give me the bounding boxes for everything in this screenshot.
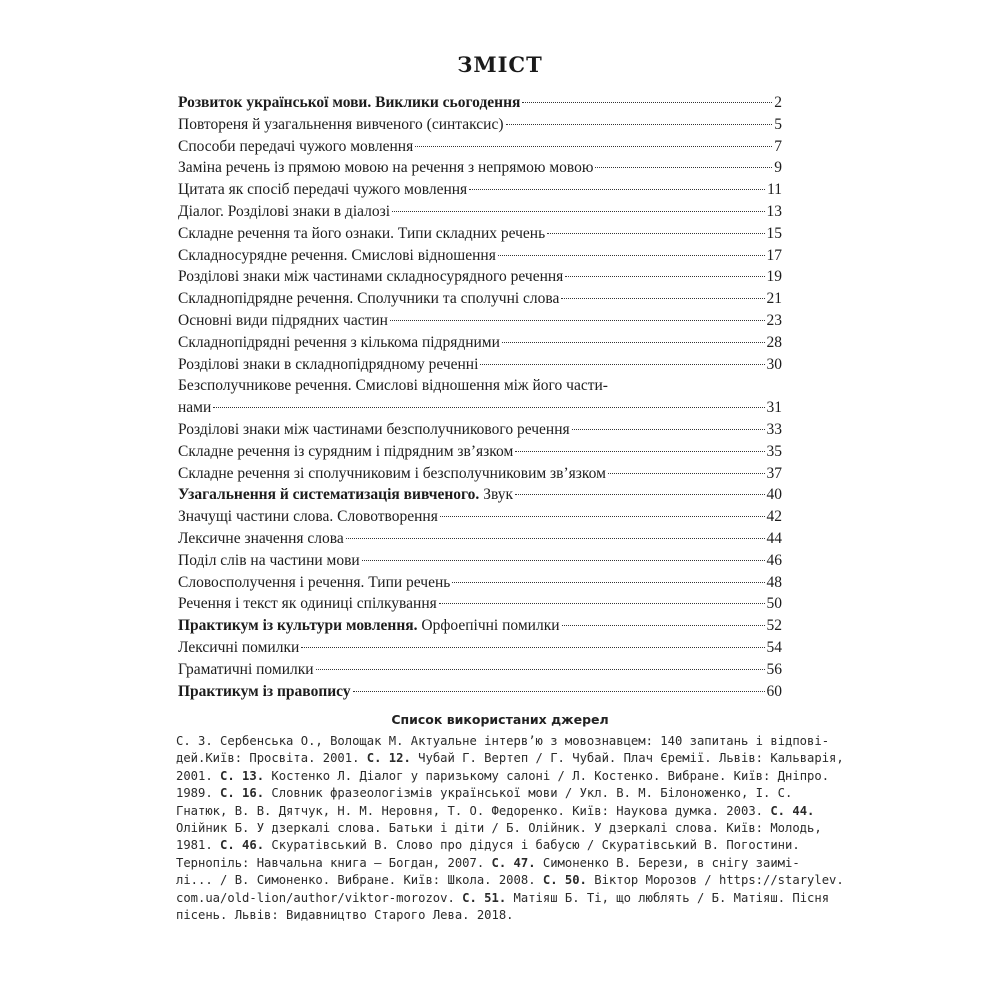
source-text: Скуратівський В. Слово про дідуся і бабусю / Скуратівський В. Погостини. [264,838,800,853]
page-title: ЗМІСТ [457,52,543,77]
source-text: Симоненко В. Берези, в снігу заимі- [535,855,800,870]
toc-entry-title [178,572,450,594]
toc-entry [178,179,782,201]
toc-page-number: 42 [766,508,782,526]
toc-leader-dots [301,646,764,648]
toc-page-number: 11 [767,181,782,199]
source-text: лі... / В. Симоненко. Вибране. Київ: Школа. 2008. [176,873,543,888]
toc-entry [178,528,782,550]
toc-entry-title [178,506,438,528]
toc-entry-title [178,528,344,550]
toc-entry-text: нами [178,399,212,417]
toc-entry [178,593,782,615]
source-text: Чубай Г. Вертеп / Г. Чубай. Плач Єремії. Львів: Кальварія, [410,751,844,766]
toc-entry-title [178,179,467,201]
toc-leader-dots [562,624,765,626]
source-page-ref: С. 50. [542,873,587,888]
toc-leader-dots [515,493,764,495]
toc-leader-dots [213,406,764,408]
sources-line [176,837,800,854]
toc-entry-title [178,223,545,245]
toc-entry-text: Словосполучення і речення. Типи речень [178,573,451,591]
toc-entry [178,441,782,463]
toc-leader-dots [316,668,765,670]
source-page-ref: С. 51. [462,890,507,905]
source-text: 1981. [176,838,221,853]
toc-entry [178,288,782,310]
toc-entry-title [178,484,513,506]
source-text: 2001. [176,768,221,783]
toc-entry-title [178,201,390,223]
toc-entry-text: Поділ слів на частини мови [178,551,360,569]
toc-page-number: 54 [766,638,782,656]
toc-entry-text: Звук [479,486,514,504]
sources-line [176,890,830,907]
toc-leader-dots [346,537,765,539]
sources-line [176,855,800,872]
toc-entry [178,484,782,506]
toc-entry [178,375,782,397]
toc-entry [178,506,782,528]
toc-entry-text: Цитата як спосіб передачі чужого мовлення [178,181,468,199]
source-text: Матіяш Б. Ті, що люблять / Б. Матіяш. Пісня [506,890,830,905]
toc-page-number: 30 [766,355,782,373]
toc-leader-dots [390,319,765,321]
toc-leader-dots [440,515,765,517]
toc-page-number: 33 [766,420,782,438]
toc-leader-dots [469,188,765,190]
source-text: Олійник Б. У дзеркалі слова. Батьки і діти / Б. Олійник. У дзеркалі слова. Київ: Молодь, [176,821,822,836]
sources-line [176,733,830,750]
source-page-ref: С. 44. [770,803,815,818]
source-text: Костенко Л. Діалог у паризькому салоні / Л. Костенко. Вибране. Київ: Дніпро. [264,768,830,783]
toc-entry-bold-title: Практикум із правопису [178,682,351,700]
toc-entry [178,419,782,441]
toc-page-number: 37 [766,464,782,482]
sources-line [176,820,822,837]
toc-entry-title [178,397,211,419]
toc-entry [178,659,782,681]
source-text: Віктор Морозов / https://starylev. [586,873,844,888]
toc-page-number: 46 [766,551,782,569]
toc-entry [178,92,782,114]
toc-entry-title [178,637,299,659]
toc-entry-text: Значущі частини слова. Словотворення [178,508,438,526]
toc-page-number: 50 [766,595,782,613]
sources-title: Список використаних джерел [391,712,609,727]
toc-entry-text: Орфоепічні помилки [417,617,560,635]
toc-entry-text: Речення і текст як одиниці спілкування [178,595,437,613]
toc-entry-title [178,310,388,332]
toc-entry-text: Розділові знаки між частинами безсполучникового речення [178,420,570,438]
toc-page-number: 9 [774,159,782,177]
sources-line [176,803,815,820]
toc-entry-title [178,114,504,136]
toc-leader-dots [353,690,765,692]
toc-entry-title [178,266,563,288]
toc-leader-dots [480,363,764,365]
toc-page-number: 15 [766,224,782,242]
toc-entry-text: Складне речення та його ознаки. Типи складних речень [178,224,546,242]
toc-entry [178,463,782,485]
toc-entry-title [178,354,478,376]
source-text: com.ua/old-lion/author/viktor-morozov. [176,890,463,905]
toc-entry-title [178,92,520,114]
toc-entry-title [178,136,413,158]
toc-entry-bold-title: Узагальнення й систематизація вивченого. [178,486,480,504]
toc-leader-dots [392,210,764,212]
toc-page-number: 13 [766,202,782,220]
toc-leader-dots [502,341,765,343]
toc-leader-dots [498,254,765,256]
toc-leader-dots [608,472,765,474]
toc-entry-title [178,593,437,615]
toc-entry-text: Заміна речень із прямою мовою на речення з непрямою мовою [178,159,594,177]
toc-entry-text: Складносурядне речення. Смислові відношення [178,246,496,264]
toc-entry-title [178,681,351,703]
toc-leader-dots [561,297,764,299]
toc-page-number: 40 [766,486,782,504]
toc-entry [178,637,782,659]
toc-entry-title [178,463,606,485]
toc-entry-title [178,615,560,637]
toc-page-number: 44 [766,529,782,547]
toc-entry-text: Лексичні помилки [178,638,300,656]
source-text: пісень. Львів: Видавництво Старого Лева. 2018. [176,908,514,923]
table-of-contents [178,92,782,702]
sources-line [176,750,844,767]
toc-entry-bold-title: Практикум із культури мовлення. [178,617,418,635]
toc-leader-dots [515,450,764,452]
toc-leader-dots [452,581,764,583]
toc-page-number: 35 [766,442,782,460]
toc-entry-text: Розділові знаки в складнопідрядному реченні [178,355,479,373]
toc-entry-text: Розділові знаки між частинами складносурядного речення [178,268,564,286]
toc-entry [178,136,782,158]
toc-entry-title [178,245,496,267]
source-page-ref: С. 12. [366,751,411,766]
toc-leader-dots [572,428,765,430]
source-text: С. 3. Сербенська О., Волощак М. Актуальне інтерв’ю з мовознавцем: 140 запитань і відпові- [176,734,830,748]
toc-leader-dots [547,232,764,234]
toc-entry [178,245,782,267]
toc-leader-dots [595,166,772,168]
toc-entry-title [178,157,593,179]
source-text: дей.Київ: Просвіта. 2001. [176,751,367,766]
toc-page-number: 52 [766,617,782,635]
toc-entry [178,157,782,179]
toc-leader-dots [439,602,765,604]
toc-entry [178,310,782,332]
toc-entry [178,114,782,136]
toc-entry-title [178,550,360,572]
toc-entry-bold-title: Розвиток української мови. Виклики сьогодення [178,94,521,111]
toc-entry-text: Повтореня й узагальнення вивченого (синтаксис) [178,115,504,133]
toc-entry-title [178,659,314,681]
toc-entry [178,681,782,703]
toc-page-number: 60 [766,682,782,700]
source-text: Тернопіль: Навчальна книга — Богдан, 2007. [176,855,492,870]
toc-entry [178,572,782,594]
toc-page-number: 23 [766,311,782,329]
toc-entry [178,332,782,354]
toc-entry-text: Складне речення зі сполучниковим і безсполучниковим зв’язком [178,464,606,482]
toc-page-number: 17 [766,246,782,264]
toc-entry [178,223,782,245]
toc-entry-title [178,441,513,463]
toc-entry [178,354,782,376]
toc-entry [178,201,782,223]
toc-entry [178,615,782,637]
toc-entry-text: Основні види підрядних частин [178,311,388,329]
sources-line [176,768,830,785]
toc-page-number: 2 [774,94,782,111]
toc-page-number: 5 [774,115,782,133]
toc-entry [178,550,782,572]
toc-leader-dots [415,145,772,147]
toc-leader-dots [362,559,765,561]
toc-page-number: 28 [766,333,782,351]
toc-entry-text: Способи передачі чужого мовлення [178,137,414,155]
source-text: Гнатюк, В. В. Дятчук, Н. М. Неровня, Т. О. Федоренко. Київ: Наукова думка. 2003. [176,803,771,818]
toc-page-number: 7 [774,137,782,155]
toc-page-number: 19 [766,268,782,286]
toc-entry-text: Граматичні помилки [178,660,314,678]
source-page-ref: С. 46. [220,838,265,853]
toc-entry-text: Безсполучникове речення. Смислові відношення між його части- [178,377,608,395]
source-text: 1989. [176,786,221,801]
toc-leader-dots [506,123,773,125]
sources-line [176,907,788,924]
toc-page-number: 48 [766,573,782,591]
toc-entry-text: Складнопідрядне речення. Сполучники та сполучні слова [178,290,560,308]
sources-list [176,733,844,924]
toc-entry [178,397,782,419]
toc-entry-title [178,288,559,310]
toc-entry-text: Лексичне значення слова [178,529,344,547]
source-page-ref: С. 13. [220,768,265,783]
sources-line [176,872,844,889]
toc-page-number: 31 [766,399,782,417]
toc-leader-dots [522,101,772,103]
toc-entry-title [178,332,500,354]
sources-line [176,785,793,802]
source-page-ref: С. 16. [220,786,265,801]
toc-leader-dots [565,275,764,277]
toc-entry-title [178,419,570,441]
toc-entry [178,266,782,288]
source-text: Словник фразеологізмів української мови / Укл. В. М. Білоноженко, І. С. [264,786,793,801]
toc-page-number: 21 [766,290,782,308]
toc-entry-text: Складнопідрядні речення з кількома підрядними [178,333,500,351]
source-page-ref: С. 47. [491,855,536,870]
toc-entry-text: Діалог. Розділові знаки в діалозі [178,202,391,220]
toc-entry-text: Складне речення із сурядним і підрядним зв’язком [178,442,514,460]
toc-page-number: 56 [766,660,782,678]
toc-entry-title [178,375,608,397]
